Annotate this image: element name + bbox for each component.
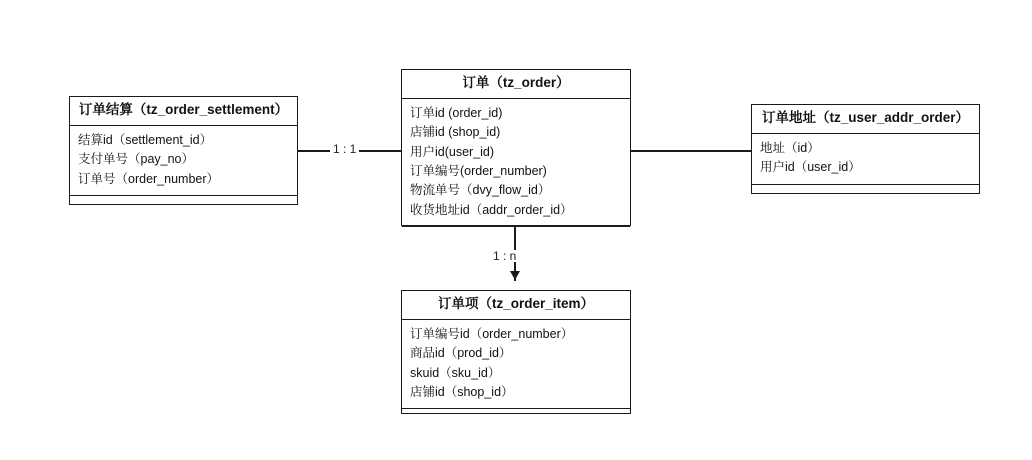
field: 订单编号(order_number): [410, 163, 547, 178]
entity-fields-tz-order-settlement: [70, 126, 297, 196]
field: 支付单号（pay_no）: [78, 152, 195, 167]
relation-label-order-item: 1 : n: [490, 250, 519, 262]
entity-tz-order[interactable]: [401, 69, 631, 226]
connector-order-addr: [630, 150, 751, 152]
entity-footer-tz-order-item: [402, 409, 630, 427]
field: 结算id（settlement_id）: [78, 132, 213, 147]
field: 用户id（user_id）: [760, 160, 861, 175]
entity-footer-tz-order-settlement: [70, 196, 297, 214]
entity-tz-order-settlement[interactable]: [69, 96, 298, 205]
entity-fields-tz-order: [402, 99, 630, 227]
entity-title-tz-order-item: 订单项（tz_order_item）: [402, 291, 630, 320]
field: 订单号（order_number）: [78, 171, 220, 186]
entity-tz-order-item[interactable]: [401, 290, 631, 414]
entity-footer-tz-order: [402, 227, 630, 245]
field: 用户id(user_id): [410, 144, 495, 159]
field: 收货地址id（addr_order_id）: [410, 202, 573, 217]
field: 订单编号id（order_number）: [410, 326, 574, 341]
arrow-down-icon: [510, 271, 520, 280]
field: skuid（sku_id）: [410, 365, 501, 380]
field: 订单id (order_id): [410, 105, 503, 120]
entity-fields-tz-user-addr-order: [752, 134, 979, 185]
field: 物流单号（dvy_flow_id）: [410, 183, 551, 198]
entity-title-tz-order-settlement: 订单结算（tz_order_settlement）: [70, 97, 297, 126]
entity-footer-tz-user-addr-order: [752, 185, 979, 203]
entity-title-tz-order: 订单（tz_order）: [402, 70, 630, 99]
field: 店铺id（shop_id）: [410, 384, 514, 399]
relation-label-settlement-order: 1 : 1: [330, 143, 359, 155]
field: 地址（id）: [760, 140, 820, 155]
field: 商品id（prod_id）: [410, 346, 512, 361]
entity-title-tz-user-addr-order: 订单地址（tz_user_addr_order）: [752, 105, 979, 134]
entity-fields-tz-order-item: [402, 320, 630, 410]
field: 店铺id (shop_id): [410, 125, 501, 140]
entity-tz-user-addr-order[interactable]: [751, 104, 980, 194]
